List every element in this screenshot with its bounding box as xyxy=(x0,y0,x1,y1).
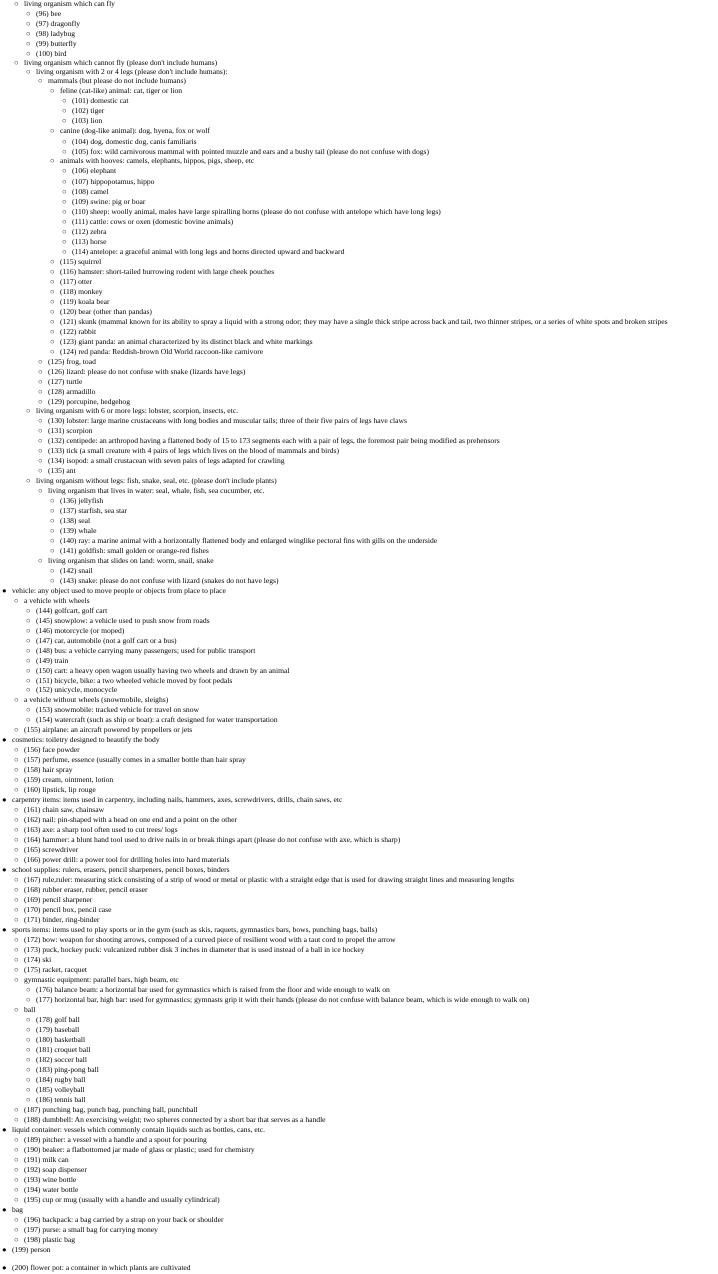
hollow-bullet-icon: ○ xyxy=(50,516,55,525)
hollow-bullet-icon: ○ xyxy=(14,855,19,864)
hollow-bullet-icon: ○ xyxy=(38,387,43,396)
list-item-label: living organism which can fly xyxy=(24,0,115,8)
list-item-label: (124) red panda: Reddish-brown Old World raccoon-like carnivore xyxy=(60,347,264,356)
hollow-bullet-icon: ○ xyxy=(26,29,31,38)
hollow-bullet-icon: ○ xyxy=(62,166,67,175)
list-item-label: canine (dog-like animal): dog, hyena, fox or wolf xyxy=(60,126,210,135)
hollow-bullet-icon: ○ xyxy=(14,1235,19,1244)
hollow-bullet-icon: ○ xyxy=(62,187,67,196)
list-item-label: (190) beaker: a flatbottomed jar made of glass or plastic; used for chemistry xyxy=(24,1145,255,1154)
hollow-bullet-icon: ○ xyxy=(14,875,19,884)
hollow-bullet-icon: ○ xyxy=(62,197,67,206)
hollow-bullet-icon: ○ xyxy=(14,1115,19,1124)
list-item-label: (98) ladybug xyxy=(36,29,76,38)
list-item-label: (186) tennis ball xyxy=(36,1095,86,1104)
list-item-label: (193) wine bottle xyxy=(24,1175,77,1184)
list-item-label: (117) otter xyxy=(60,277,92,286)
list-item-label: (134) isopod: a small crustacean with seven pairs of legs adapted for crawling xyxy=(48,456,285,465)
list-item-label: ball xyxy=(24,1005,36,1014)
list-item-label: (131) scorpion xyxy=(48,426,93,435)
list-item-label: (116) hamster: short-tailed burrowing rodent with large cheek pouches xyxy=(60,267,275,276)
list-item-label: (147) car, automobile (not a golf cart or a bus) xyxy=(36,636,177,645)
list-item-label: (132) centipede: an arthropod having a flattened body of 15 to 173 segments each with a pair of legs, the foremost pair being modified as prehensors xyxy=(48,436,500,445)
hollow-bullet-icon: ○ xyxy=(38,446,43,455)
list-item-label: (107) hippopotamus, hippo xyxy=(72,177,155,186)
list-item-label: (149) train xyxy=(36,656,69,665)
hollow-bullet-icon: ○ xyxy=(26,1085,31,1094)
list-item-label: (120) bear (other than pandas) xyxy=(60,307,152,316)
hollow-bullet-icon: ○ xyxy=(26,606,31,615)
hollow-bullet-icon: ○ xyxy=(50,267,55,276)
hollow-bullet-icon: ○ xyxy=(62,137,67,146)
list-item-label: (156) face powder xyxy=(24,745,80,754)
hollow-bullet-icon: ○ xyxy=(14,1135,19,1144)
hollow-bullet-icon: ○ xyxy=(38,357,43,366)
hollow-bullet-icon: ○ xyxy=(26,626,31,635)
hollow-bullet-icon: ○ xyxy=(14,945,19,954)
list-item-label: (137) starfish, sea star xyxy=(60,506,128,515)
hollow-bullet-icon: ○ xyxy=(14,1165,19,1174)
list-item-label: (121) skunk (mammal known for its ability to spray a liquid with a strong odor; they may have a single thick stripe across back and tail, two thinner stripes, or a series of white spots and broken stripes xyxy=(60,317,668,326)
list-item-label: (184) rugby ball xyxy=(36,1075,86,1084)
list-item-label: (135) ant xyxy=(48,466,76,475)
list-item-label: (148) bus: a vehicle carrying many passengers; used for public transport xyxy=(36,646,256,655)
list-item-label: (185) volleyball xyxy=(36,1085,85,1094)
list-item-label: (187) punching bag, punch bag, punching ball, punchball xyxy=(24,1105,198,1114)
hollow-bullet-icon: ○ xyxy=(50,546,55,555)
hollow-bullet-icon: ○ xyxy=(26,985,31,994)
hollow-bullet-icon: ○ xyxy=(26,1045,31,1054)
hollow-bullet-icon: ○ xyxy=(14,0,19,8)
list-item-label: (140) ray: a marine animal with a horizontally flattened body and enlarged winglike pectoral fins with gills on the underside xyxy=(60,536,438,545)
list-item-label: (194) water bottle xyxy=(24,1185,79,1194)
hollow-bullet-icon: ○ xyxy=(50,496,55,505)
list-item-label: (171) binder, ring-binder xyxy=(24,915,100,924)
hollow-bullet-icon: ○ xyxy=(14,965,19,974)
hollow-bullet-icon: ○ xyxy=(62,207,67,216)
list-item-label: (100) bird xyxy=(36,49,67,58)
list-item-label: (105) fox: wild carnivorous mammal with pointed muzzle and ears and a bushy tail (please do not confuse with dogs) xyxy=(72,147,430,156)
hollow-bullet-icon: ○ xyxy=(14,1195,19,1204)
list-item-label: (128) armadillo xyxy=(48,387,96,396)
hollow-bullet-icon: ○ xyxy=(38,397,43,406)
list-item-label: (97) dragonfly xyxy=(36,19,81,28)
hollow-bullet-icon: ○ xyxy=(50,347,55,356)
list-item-label: (196) backpack: a bag carried by a strap on your back or shoulder xyxy=(24,1215,224,1224)
list-item xyxy=(0,1262,191,1274)
list-item-label: (129) porcupine, hedgehog xyxy=(48,397,131,406)
list-item-label: carpentry items: items used in carpentry, including nails, hammers, axes, screwdrivers, drills, chain saws, etc xyxy=(12,795,343,804)
hollow-bullet-icon: ○ xyxy=(50,126,55,135)
hollow-bullet-icon: ○ xyxy=(14,885,19,894)
list-item-label: (167) rule,ruler: measuring stick consisting of a strip of wood or metal or plastic with a straight edge that is used for drawing straight lines and measuring lengths xyxy=(24,875,515,884)
list-item-label: living organism with 6 or more legs: lobster, scorpion, insects, etc. xyxy=(36,406,239,415)
hollow-bullet-icon: ○ xyxy=(14,775,19,784)
hollow-bullet-icon: ○ xyxy=(26,67,31,76)
hollow-bullet-icon: ○ xyxy=(38,556,43,565)
list-item-label: living organism without legs: fish, snake, seal, etc. (please don't include plants) xyxy=(36,476,277,485)
hollow-bullet-icon: ○ xyxy=(14,1105,19,1114)
list-item-label: (130) lobster: large marine crustaceans with long bodies and muscular tails; three of their five pairs of legs have claws xyxy=(48,416,407,425)
list-item-label: (157) perfume, essence (usually comes in a smaller bottle than hair spray xyxy=(24,755,246,764)
list-item-label: (152) unicycle, monocycle xyxy=(36,685,118,694)
list-item-label: a vehicle without wheels (snowmobile, sleighs) xyxy=(24,695,169,704)
hollow-bullet-icon: ○ xyxy=(14,1175,19,1184)
hollow-bullet-icon: ○ xyxy=(50,156,55,165)
hollow-bullet-icon: ○ xyxy=(14,845,19,854)
list-item-label: (118) monkey xyxy=(60,287,103,296)
hollow-bullet-icon: ○ xyxy=(62,177,67,186)
hollow-bullet-icon: ○ xyxy=(26,1095,31,1104)
list-item-label: (166) power drill: a power tool for drilling holes into hard materials xyxy=(24,855,230,864)
list-item-label: school supplies: rulers, erasers, pencil sharpeners, pencil boxes, binders xyxy=(12,865,230,874)
hollow-bullet-icon: ○ xyxy=(14,1145,19,1154)
hollow-bullet-icon: ○ xyxy=(62,116,67,125)
hollow-bullet-icon: ○ xyxy=(14,1225,19,1234)
list-item-label: feline (cat-like) animal: cat, tiger or lion xyxy=(60,86,183,95)
list-item-label: (154) watercraft (such as ship or boat): a craft designed for water transportation xyxy=(36,715,278,724)
list-item-label: (115) squirrel xyxy=(60,257,102,266)
list-item-label: (175) racket, racquet xyxy=(24,965,88,974)
list-item-label: animals with hooves: camels, elephants, hippos, pigs, sheep, etc xyxy=(60,156,255,165)
list-item xyxy=(0,316,668,328)
hollow-bullet-icon: ○ xyxy=(50,327,55,336)
hollow-bullet-icon: ○ xyxy=(14,1155,19,1164)
filled-bullet-icon: ● xyxy=(2,735,7,744)
list-item-label: (127) turtle xyxy=(48,377,83,386)
list-item-label: cosmetics: toiletry designed to beautify the body xyxy=(12,735,160,744)
hollow-bullet-icon: ○ xyxy=(26,9,31,18)
list-item-label: (123) giant panda: an animal characterized by its distinct black and white markings xyxy=(60,337,313,346)
list-item-label: (122) rabbit xyxy=(60,327,97,336)
hollow-bullet-icon: ○ xyxy=(26,1035,31,1044)
hollow-bullet-icon: ○ xyxy=(14,725,19,734)
hollow-bullet-icon: ○ xyxy=(50,297,55,306)
hollow-bullet-icon: ○ xyxy=(50,337,55,346)
hollow-bullet-icon: ○ xyxy=(26,676,31,685)
hollow-bullet-icon: ○ xyxy=(38,377,43,386)
filled-bullet-icon: ● xyxy=(2,795,7,804)
hollow-bullet-icon: ○ xyxy=(14,895,19,904)
hollow-bullet-icon: ○ xyxy=(38,456,43,465)
hollow-bullet-icon: ○ xyxy=(26,49,31,58)
list-item-label: (108) camel xyxy=(72,187,109,196)
list-item-label: living organism which cannot fly (please don't include humans) xyxy=(24,58,218,67)
filled-bullet-icon: ● xyxy=(2,1205,7,1214)
list-item-label: (188) dumbbell: An exercising weight; two spheres connected by a short bar that serves as a handle xyxy=(24,1115,326,1124)
hollow-bullet-icon: ○ xyxy=(50,566,55,575)
hollow-bullet-icon: ○ xyxy=(26,406,31,415)
hollow-bullet-icon: ○ xyxy=(50,277,55,286)
hollow-bullet-icon: ○ xyxy=(26,1075,31,1084)
list-item-label: (189) pitcher: a vessel with a handle and a spout for pouring xyxy=(24,1135,207,1144)
filled-bullet-icon: ● xyxy=(2,586,7,595)
hollow-bullet-icon: ○ xyxy=(26,19,31,28)
hollow-bullet-icon: ○ xyxy=(14,915,19,924)
hollow-bullet-icon: ○ xyxy=(50,257,55,266)
list-item-label: (180) basketball xyxy=(36,1035,86,1044)
hollow-bullet-icon: ○ xyxy=(62,227,67,236)
list-item-label: (102) tiger xyxy=(72,106,105,115)
list-item-label: (192) soap dispenser xyxy=(24,1165,87,1174)
list-item-label: (182) soccer ball xyxy=(36,1055,88,1064)
list-item-label: (183) ping-pong ball xyxy=(36,1065,99,1074)
hollow-bullet-icon: ○ xyxy=(50,576,55,585)
hollow-bullet-icon: ○ xyxy=(38,436,43,445)
hollow-bullet-icon: ○ xyxy=(50,526,55,535)
list-item-label: (110) sheep: woolly animal, males have large spiralling horns (please do not confuse with antelope which have long legs) xyxy=(72,207,441,216)
list-item-label: (160) lipstick, lip rouge xyxy=(24,785,96,794)
list-item-label: (101) domestic cat xyxy=(72,96,129,105)
hollow-bullet-icon: ○ xyxy=(38,76,43,85)
list-item-label: (143) snake: please do not confuse with lizard (snakes do not have legs) xyxy=(60,576,279,585)
hollow-bullet-icon: ○ xyxy=(14,695,19,704)
list-item-label: (133) tick (a small creature with 4 pairs of legs which lives on the blood of mammals and birds) xyxy=(48,446,340,455)
hollow-bullet-icon: ○ xyxy=(26,656,31,665)
hollow-bullet-icon: ○ xyxy=(14,975,19,984)
list-item-label: (96) bee xyxy=(36,9,62,18)
hollow-bullet-icon: ○ xyxy=(38,466,43,475)
filled-bullet-icon: ● xyxy=(2,1263,7,1272)
list-item-label: (126) lizard: please do not confuse with snake (lizards have legs) xyxy=(48,367,246,376)
list-item-label: (139) whale xyxy=(60,526,97,535)
list-item-label: (199) person xyxy=(12,1245,51,1254)
hollow-bullet-icon: ○ xyxy=(50,86,55,95)
hollow-bullet-icon: ○ xyxy=(26,705,31,714)
hollow-bullet-icon: ○ xyxy=(14,835,19,844)
list-item-label: (146) motorcycle (or moped) xyxy=(36,626,125,635)
list-item xyxy=(0,1244,51,1256)
list-item-label: (179) baseball xyxy=(36,1025,80,1034)
list-item-label: (112) zebra xyxy=(72,227,107,236)
hollow-bullet-icon: ○ xyxy=(26,636,31,645)
hollow-bullet-icon: ○ xyxy=(38,426,43,435)
hollow-bullet-icon: ○ xyxy=(14,825,19,834)
list-item-label: (158) hair spray xyxy=(24,765,73,774)
list-item-label: a vehicle with wheels xyxy=(24,596,90,605)
list-item-label: sports items: items used to play sports or in the gym (such as skis, raquets, gymnastics bars, bows, punching bags, balls) xyxy=(12,925,378,934)
list-item-label: (136) jellyfish xyxy=(60,496,104,505)
list-item-label: mammals (but please do not include humans) xyxy=(48,76,186,85)
list-item-label: (109) swine: pig or boar xyxy=(72,197,146,206)
list-item-label: (169) pencil sharpener xyxy=(24,895,93,904)
list-item-label: (142) snail xyxy=(60,566,93,575)
list-item-label: (104) dog, domestic dog, canis familiaris xyxy=(72,137,197,146)
list-item-label: (141) goldfish: small golden or orange-red fishes xyxy=(60,546,209,555)
list-item-label: (111) cattle: cows or oxen (domestic bovine animals) xyxy=(72,217,234,226)
list-item-label: (197) purse: a small bag for carrying money xyxy=(24,1225,158,1234)
hollow-bullet-icon: ○ xyxy=(50,536,55,545)
list-item-label: living organism with 2 or 4 legs (please don't include humans): xyxy=(36,67,228,76)
hollow-bullet-icon: ○ xyxy=(26,685,31,694)
filled-bullet-icon: ● xyxy=(2,1245,7,1254)
list-item-label: living organism that lives in water: seal, whale, fish, sea cucumber, etc. xyxy=(48,486,265,495)
hollow-bullet-icon: ○ xyxy=(14,785,19,794)
hollow-bullet-icon: ○ xyxy=(26,715,31,724)
hollow-bullet-icon: ○ xyxy=(14,905,19,914)
hollow-bullet-icon: ○ xyxy=(26,995,31,1004)
hollow-bullet-icon: ○ xyxy=(14,745,19,754)
hollow-bullet-icon: ○ xyxy=(26,1065,31,1074)
list-item-label: (138) seal xyxy=(60,516,91,525)
list-item-label: vehicle: any object used to move people or objects from place to place xyxy=(12,586,226,595)
list-item-label: (170) pencil box, pencil case xyxy=(24,905,112,914)
filled-bullet-icon: ● xyxy=(2,865,7,874)
list-item-label: (195) cup or mug (usually with a handle and usually cylindrical) xyxy=(24,1195,220,1204)
hollow-bullet-icon: ○ xyxy=(14,755,19,764)
hollow-bullet-icon: ○ xyxy=(14,596,19,605)
hollow-bullet-icon: ○ xyxy=(26,476,31,485)
list-item-label: (163) axe: a sharp tool often used to cut trees/ logs xyxy=(24,825,178,834)
hollow-bullet-icon: ○ xyxy=(50,287,55,296)
list-item-label: (200) flower pot: a container in which plants are cultivated xyxy=(12,1263,191,1272)
list-item-label: (103) lion xyxy=(72,116,103,125)
hollow-bullet-icon: ○ xyxy=(62,106,67,115)
list-item-label: (181) croquet ball xyxy=(36,1045,91,1054)
hollow-bullet-icon: ○ xyxy=(14,1215,19,1224)
list-item-label: (164) hammer: a blunt hand tool used to drive nails in or break things apart (please do not confuse with axe, which is sharp) xyxy=(24,835,401,844)
hollow-bullet-icon: ○ xyxy=(14,765,19,774)
list-item-label: (106) elephant xyxy=(72,166,117,175)
list-item-label: (150) cart: a heavy open wagon usually having two wheels and drawn by an animal xyxy=(36,666,290,675)
list-item-label: (125) frog, toad xyxy=(48,357,96,366)
filled-bullet-icon: ● xyxy=(2,1125,7,1134)
list-item-label: (178) golf ball xyxy=(36,1015,80,1024)
hollow-bullet-icon: ○ xyxy=(14,58,19,67)
list-item-label: (176) balance beam: a horizontal bar used for gymnastics which is raised from the floor and wide enough to walk on xyxy=(36,985,390,994)
hollow-bullet-icon: ○ xyxy=(26,616,31,625)
hollow-bullet-icon: ○ xyxy=(14,1185,19,1194)
hollow-bullet-icon: ○ xyxy=(38,486,43,495)
list-item-label: (161) chain saw, chainsaw xyxy=(24,805,105,814)
hollow-bullet-icon: ○ xyxy=(26,1025,31,1034)
hollow-bullet-icon: ○ xyxy=(62,217,67,226)
list-item-label: (153) snowmobile: tracked vehicle for travel on snow xyxy=(36,705,200,714)
list-item-label: (168) rubber eraser, rubber, pencil eraser xyxy=(24,885,148,894)
list-item-label: (177) horizontal bar, high bar: used for gymnastics; gymnasts grip it with their hands (please do not confuse with balance beam, which is wide enough to walk on) xyxy=(36,995,530,1004)
list-item-label: (191) milk can xyxy=(24,1155,69,1164)
hollow-bullet-icon: ○ xyxy=(14,935,19,944)
hollow-bullet-icon: ○ xyxy=(62,147,67,156)
list-item-label: (151) bicycle, bike: a two wheeled vehicle moved by foot pedals xyxy=(36,676,233,685)
hollow-bullet-icon: ○ xyxy=(62,96,67,105)
hollow-bullet-icon: ○ xyxy=(62,247,67,256)
hollow-bullet-icon: ○ xyxy=(26,646,31,655)
hollow-bullet-icon: ○ xyxy=(14,1005,19,1014)
list-item-label: (172) bow: weapon for shooting arrows, composed of a curved piece of resilient wood with a taut cord to propel the arrow xyxy=(24,935,396,944)
list-item xyxy=(0,1194,220,1206)
list-item-label: (99) butterfly xyxy=(36,39,77,48)
hollow-bullet-icon: ○ xyxy=(26,666,31,675)
list-item-label: (159) cream, ointment, lotion xyxy=(24,775,114,784)
list-item-label: (144) golfcart, golf cart xyxy=(36,606,108,615)
hollow-bullet-icon: ○ xyxy=(62,237,67,246)
hollow-bullet-icon: ○ xyxy=(50,307,55,316)
hollow-bullet-icon: ○ xyxy=(14,805,19,814)
list-item-label: (114) antelope: a graceful animal with long legs and horns directed upward and backward xyxy=(72,247,345,256)
hollow-bullet-icon: ○ xyxy=(26,39,31,48)
hollow-bullet-icon: ○ xyxy=(14,815,19,824)
hollow-bullet-icon: ○ xyxy=(50,317,55,326)
hollow-bullet-icon: ○ xyxy=(26,1015,31,1024)
hollow-bullet-icon: ○ xyxy=(14,955,19,964)
list-item-label: (113) horse xyxy=(72,237,107,246)
list-item-label: (119) koala bear xyxy=(60,297,110,306)
hollow-bullet-icon: ○ xyxy=(26,1055,31,1064)
hollow-bullet-icon: ○ xyxy=(38,416,43,425)
list-item-label: (173) puck, hockey puck: vulcanized rubber disk 3 inches in diameter that is used instead of a ball in ice hockey xyxy=(24,945,365,954)
filled-bullet-icon: ● xyxy=(2,925,7,934)
list-item-label: gymnastic equipment: parallel bars, high beam, etc xyxy=(24,975,179,984)
list-item-label: (174) ski xyxy=(24,955,52,964)
list-item-label: (198) plastic bag xyxy=(24,1235,76,1244)
list-item-label: bag xyxy=(12,1205,23,1214)
list-item xyxy=(0,994,529,1006)
list-item-label: liquid container: vessels which commonly contain liquids such as bottles, cans, etc. xyxy=(12,1125,266,1134)
list-item-label: (145) snowplow: a vehicle used to push snow from roads xyxy=(36,616,210,625)
hollow-bullet-icon: ○ xyxy=(38,367,43,376)
list-item-label: (162) nail: pin-shaped with a head on one end and a point on the other xyxy=(24,815,237,824)
list-item-label: (165) screwdriver xyxy=(24,845,79,854)
hollow-bullet-icon: ○ xyxy=(50,506,55,515)
list-item xyxy=(0,944,365,956)
list-item-label: living organism that slides on land: worm, snail, snake xyxy=(48,556,214,565)
list-item-label: (155) airplane: an aircraft powered by propellers or jets xyxy=(24,725,193,734)
